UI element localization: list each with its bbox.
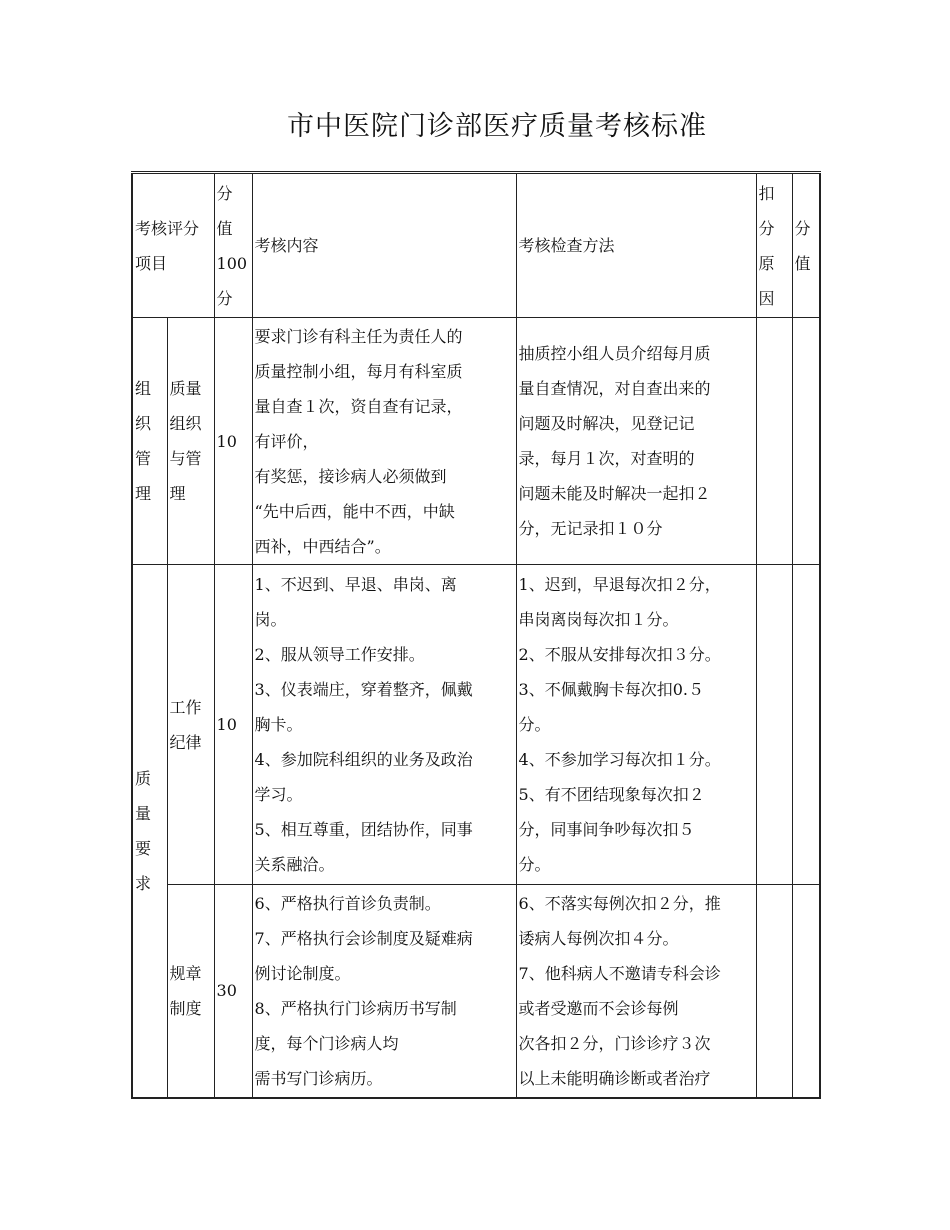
subcategory-cell: 规章 制度 bbox=[167, 885, 214, 1098]
score-cell: 10 bbox=[214, 318, 252, 565]
content-cell: 要求门诊有科主任为责任人的 质量控制小组，每月有科室质 量自查１次，资自查有记录， 有评价， 有奖惩，接诊病人必须做到 “先中后西，能中不西，中缺 西补，中西结合”。 bbox=[252, 318, 516, 565]
method-cell: 1、迟到，早退每次扣２分， 串岗离岗每次扣１分。 2、不服从安排每次扣３分。 3、不佩戴胸卡每次扣0.５ 分。 4、不参加学习每次扣１分。 5、有不团结现象每次扣２ 分，同事间争吵每次扣５ 分。 bbox=[516, 565, 756, 885]
deduct-reason-cell bbox=[756, 565, 792, 885]
header-score-value: 分 值 bbox=[792, 173, 820, 318]
content-cell: 6、严格执行首诊负责制。 7、严格执行会诊制度及疑难病 例讨论制度。 8、严格执行门诊病历书写制 度，每个门诊病人均 需书写门诊病历。 bbox=[252, 885, 516, 1098]
assessment-table bbox=[131, 171, 821, 1099]
method-cell: 6、不落实每例次扣２分，推 诿病人每例次扣４分。 7、他科病人不邀请专科会诊 或者受邀而不会诊每例 次各扣２分，门诊诊疗３次 以上未能明确诊断或者治疗 bbox=[516, 885, 756, 1098]
category-cell: 组 织 管 理 bbox=[132, 318, 167, 565]
content-cell: 1、不迟到、早退、串岗、离 岗。 2、服从领导工作安排。 3、仪表端庄，穿着整齐，佩戴 胸卡。 4、参加院科组织的业务及政治 学习。 5、相互尊重，团结协作，同事 关系融洽。 bbox=[252, 565, 516, 885]
header-row bbox=[132, 173, 820, 318]
deduct-reason-cell bbox=[756, 885, 792, 1098]
score-cell: 10 bbox=[214, 565, 252, 885]
category-cell: 质 量 要 求 bbox=[132, 565, 167, 1098]
score-value-cell bbox=[792, 318, 820, 565]
score-value-cell bbox=[792, 885, 820, 1098]
header-content: 考核内容 bbox=[252, 173, 516, 318]
document-title: 市中医院门诊部医疗质量考核标准 bbox=[287, 111, 707, 142]
table-row bbox=[132, 318, 820, 565]
header-deduct-reason: 扣 分 原 因 bbox=[756, 173, 792, 318]
subcategory-cell: 质量 组织 与管 理 bbox=[167, 318, 214, 565]
subcategory-cell: 工作 纪律 bbox=[167, 565, 214, 885]
method-cell: 抽质控小组人员介绍每月质 量自查情况，对自查出来的 问题及时解决，见登记记 录，每月１次，对查明的 问题未能及时解决一起扣２ 分，无记录扣１０分 bbox=[516, 318, 756, 565]
table-row bbox=[132, 885, 820, 1098]
deduct-reason-cell bbox=[756, 318, 792, 565]
header-item: 考核评分项目 bbox=[132, 173, 214, 318]
header-method: 考核检查方法 bbox=[516, 173, 756, 318]
score-value-cell bbox=[792, 565, 820, 885]
score-cell: 30 bbox=[214, 885, 252, 1098]
table-row bbox=[132, 565, 820, 885]
header-score: 分 值 100 分 bbox=[214, 173, 252, 318]
